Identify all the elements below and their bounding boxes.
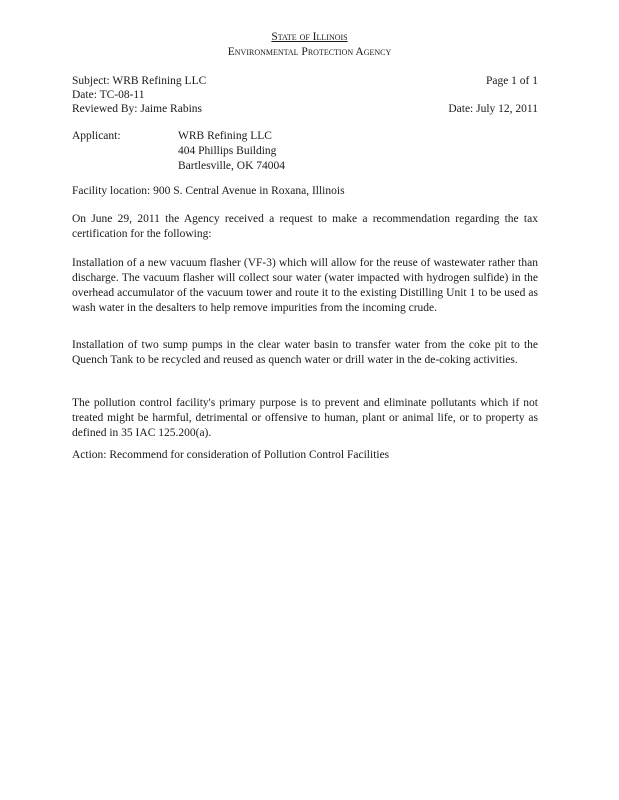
letterhead [0, 30, 619, 60]
action-line: Action: Recommend for consideration of Pollution Control Facilities [72, 449, 390, 461]
intro-paragraph: On June 29, 2011 the Agency received a request to make a recommendation regarding the tax certification for the following: [72, 213, 538, 240]
state-title: State of Illinois [271, 31, 348, 43]
reviewed-by: Reviewed By: Jaime Rabins [72, 103, 202, 115]
applicant-label: Applicant: [72, 130, 121, 142]
date-code: Date: TC-08-11 [72, 89, 145, 101]
reviewed-row [72, 102, 538, 117]
item1-paragraph: Installation of a new vacuum flasher (VF-3) which will allow for the reuse of wastewater rather than discharge. The vacuum flasher will collect sour water (water impacted with hydrogen sulfide) in the overhead accumulator of the vacuum tower and route it to the existing Distilling Unit 1 to be used as wash water in the desalters to help remove impurities from the incoming crude. [72, 257, 538, 314]
page-number: Page 1 of 1 [485, 75, 538, 87]
applicant-address-block [178, 129, 285, 174]
review-date: Date: July 12, 2011 [448, 103, 538, 115]
agency-title: Environmental Protection Agency [227, 46, 392, 58]
date-code-row [72, 88, 538, 103]
item2-paragraph: Installation of two sump pumps in the clear water basin to transfer water from the coke pit to the Quench Tank to be recycled and reused as quench water or drill water in the de-coking activities. [72, 339, 538, 366]
applicant-address-line2: Bartlesville, OK 74004 [178, 160, 285, 172]
subject-row [72, 74, 538, 89]
applicant-name: WRB Refining LLC [178, 130, 272, 142]
purpose-paragraph: The pollution control facility's primary purpose is to prevent and eliminate pollutants which if not treated might be harmful, detrimental or offensive to human, plant or animal life, or to property as defined in 35 IAC 125.200(a). [72, 397, 538, 439]
applicant-address-line1: 404 Phillips Building [178, 145, 277, 157]
facility-location: Facility location: 900 S. Central Avenue in Roxana, Illinois [72, 185, 345, 197]
subject-line: Subject: WRB Refining LLC [72, 75, 207, 87]
